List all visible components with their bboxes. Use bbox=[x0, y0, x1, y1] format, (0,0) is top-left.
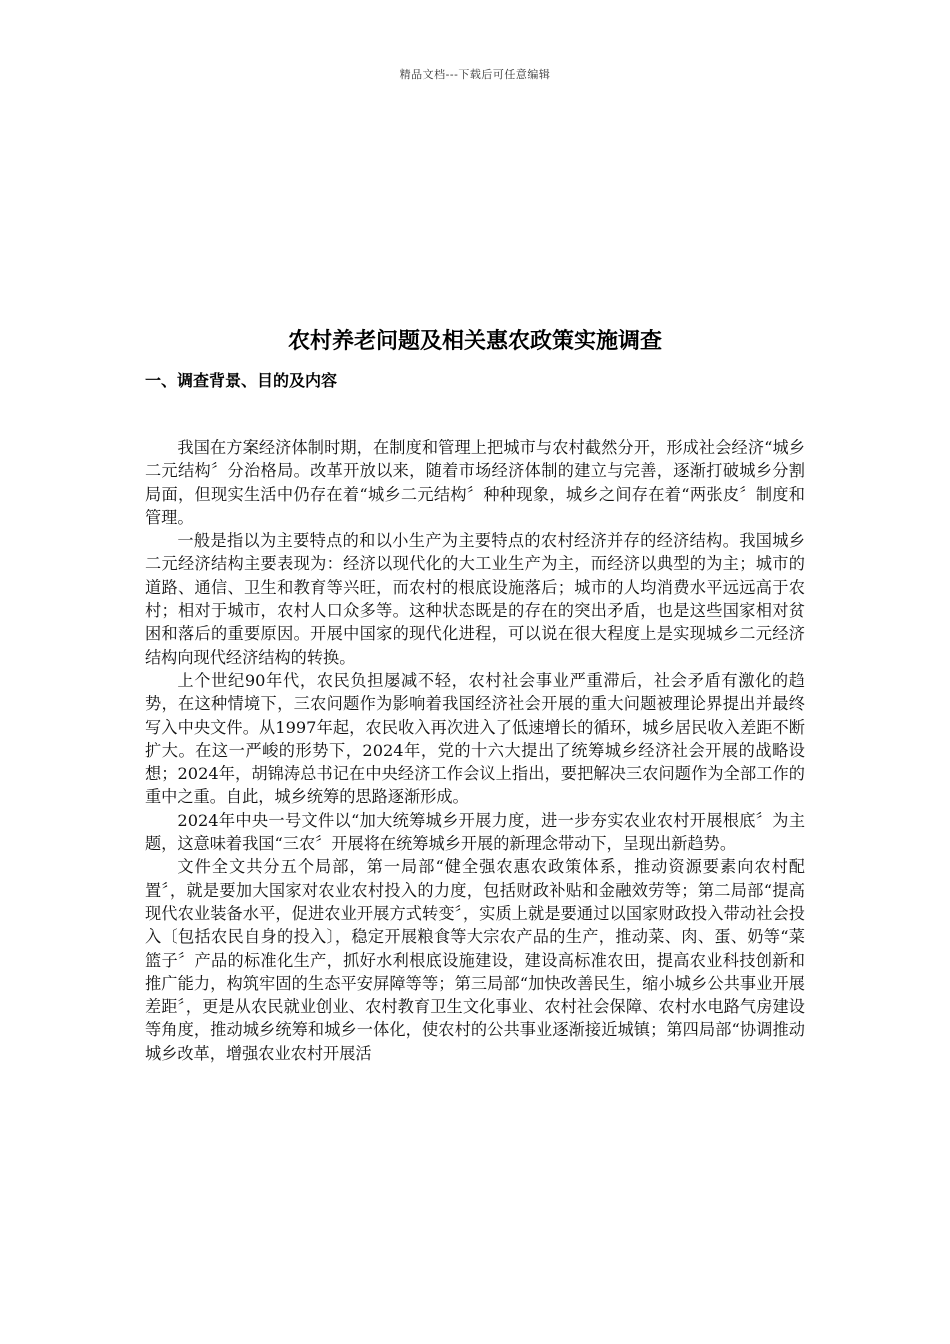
paragraph: 上个世纪90年代，农民负担屡减不轻，农村社会事业严重滞后，社会矛盾有激化的趋势，在这种情境下，三农问题作为影响着我国经济社会开展的重大问题被理论界提出并最终写入中央文件。从1997年起，农民收入再次进入了低速增长的循环，城乡居民收入差距不断扩大。在这一严峻的形势下，2024年，党的十六大提出了统筹城乡经济社会开展的战略设想；2024年，胡锦涛总书记在中央经济工作会议上指出，要把解决三农问题作为全部工作的重中之重。自此，城乡统筹的思路逐渐形成。 bbox=[145, 670, 805, 807]
paragraph: 2024年中央一号文件以“加大统筹城乡开展力度，进一步夯实农业农村开展根底〞为主题，这意味着我国“三农〞开展将在统筹城乡开展的新理念带动下，呈现出新趋势。 bbox=[145, 810, 806, 854]
section-heading: 一、调查背景、目的及内容 bbox=[145, 371, 338, 390]
paragraph: 一般是指以为主要特点的和以小生产为主要特点的农村经济并存的经济结构。我国城乡二元经济结构主要表现为：经济以现代化的大工业生产为主，而经济以典型的为主；城市的道路、通信、卫生和教育等兴旺，而农村的根底设施落后；城市的人均消费水平远远高于农村；相对于城市，农村人口众多等。这种状态既是的存在的突出矛盾，也是这些国家相对贫困和落后的重要原因。开展中国家的现代化进程，可以说在很大程度上是实现城乡二元经济结构向现代经济结构的转换。 bbox=[145, 531, 805, 667]
paragraph: 我国在方案经济体制时期，在制度和管理上把城市与农村截然分开，形成社会经济“城乡二元结构〞分治格局。改革开放以来，随着市场经济体制的建立与完善，逐渐打破城乡分割局面，但现实生活中仍存在着“城乡二元结构〞种种现象，城乡之间存在着“两张皮〞制度和管理。 bbox=[145, 438, 805, 527]
paragraph: 文件全文共分五个局部，第一局部“健全强农惠农政策体系，推动资源要素向农村配置〞，就是要加大国家对农业农村投入的力度，包括财政补贴和金融效劳等；第二局部“提高现代农业装备水平，促进农业开展方式转变〞，实质上就是要通过以国家财政投入带动社会投入〔包括农民自身的投入〕，稳定开展粮食等大宗农产品的生产，推动菜、肉、蛋、奶等“菜篮子〞产品的标准化生产，抓好水利根底设施建设，建设高标准农田，提高农业科技创新和推广能力，构筑牢固的生态平安屏障等等；第三局部“加快改善民生，缩小城乡公共事业开展差距〞，更是从农民就业创业、农村教育卫生文化事业、农村社会保障、农村水电路气房建设等角度，推动城乡统筹和城乡一体化，使农村的公共事业逐渐接近城镇；第四局部“协调推动城乡改革，增强农业农村开展活 bbox=[145, 857, 805, 1063]
body-text bbox=[145, 436, 805, 1065]
page-header: 精品文档---下载后可任意编辑 bbox=[399, 68, 551, 81]
document-title: 农村养老问题及相关惠农政策实施调查 bbox=[287, 329, 662, 354]
